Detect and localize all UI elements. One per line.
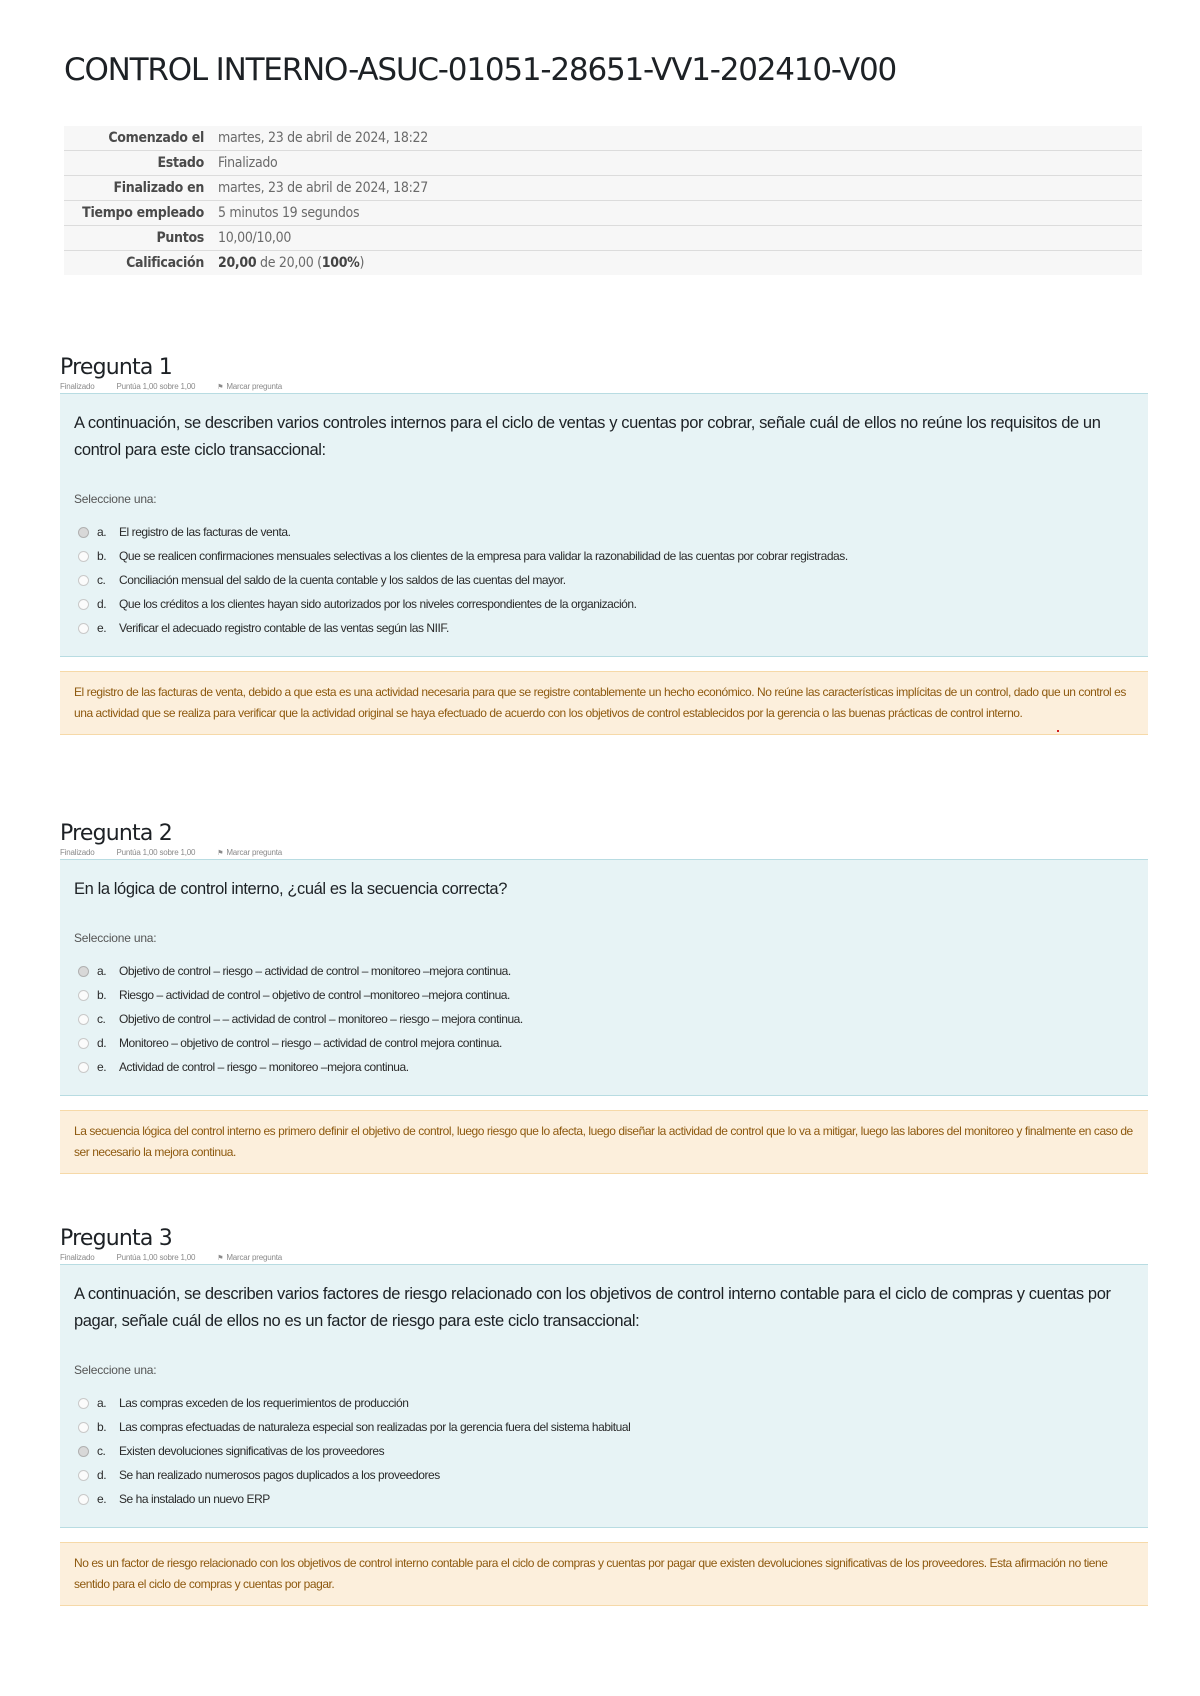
- answer-prompt: Seleccione una:: [74, 931, 157, 945]
- question-content: [60, 393, 1148, 657]
- answer-prompt: Seleccione una:: [74, 492, 157, 506]
- summary-row-time-taken: [64, 201, 1142, 226]
- answer-text: Monitoreo – objetivo de control – riesgo – actividad de control mejora continua.: [119, 1036, 502, 1050]
- answer-text: Que se realicen confirmaciones mensuales selectivas a los clientes de la empresa para validar la razonabilidad de las cuentas por cobrar registradas.: [119, 549, 848, 563]
- answer-option-d[interactable]: [74, 1463, 1134, 1487]
- summary-label: Finalizado en: [113, 180, 204, 196]
- answer-text: Conciliación mensual del saldo de la cuenta contable y los saldos de las cuentas del mayor.: [119, 573, 566, 587]
- answer-text: Se ha instalado un nuevo ERP: [119, 1492, 270, 1506]
- answer-text: Objetivo de control – – actividad de control – monitoreo – riesgo – mejora continua.: [119, 1012, 523, 1026]
- summary-value: martes, 23 de abril de 2024, 18:22: [218, 130, 428, 146]
- question-info: [60, 382, 1148, 392]
- answer-text: Existen devoluciones significativas de los proveedores: [119, 1444, 385, 1458]
- summary-label: Estado: [157, 155, 204, 171]
- answer-letter: d.: [97, 1468, 107, 1482]
- answer-option-a[interactable]: [74, 959, 1134, 983]
- question-feedback: La secuencia lógica del control interno es primero definir el objetivo de control, luego riesgo que lo afecta, luego diseñar la actividad de control que lo va a mitigar, luego las labores del monitoreo y finalmente en caso de ser necesario la mejora continua.: [60, 1110, 1148, 1174]
- answer-text: Se han realizado numerosos pagos duplicados a los proveedores: [119, 1468, 440, 1482]
- answer-letter: a.: [97, 964, 107, 978]
- answer-list: [74, 959, 1134, 1079]
- question-text: A continuación, se describen varios factores de riesgo relacionado con los objetivos de control interno contable para el ciclo de compras y cuentas por pagar, señale cuál de ellos no es un factor de riesgo para este ciclo transaccional:: [74, 1285, 1111, 1330]
- answer-option-d[interactable]: [74, 592, 1134, 616]
- grade-value: 20,00: [218, 255, 257, 271]
- flag-question-link[interactable]: ⚑ Marcar pregunta: [217, 848, 282, 858]
- answer-letter: c.: [97, 573, 106, 587]
- summary-value: [210, 251, 1142, 276]
- attempt-summary-table: [64, 126, 1142, 275]
- summary-label: Tiempo empleado: [82, 205, 204, 221]
- answer-text: Actividad de control – riesgo – monitoreo –mejora continua.: [119, 1060, 409, 1074]
- answer-text: Verificar el adecuado registro contable de las ventas según las NIIF.: [119, 621, 449, 635]
- answer-option-b[interactable]: [74, 1415, 1134, 1439]
- summary-value: 10,00/10,00: [218, 230, 292, 246]
- question-3: [60, 1226, 1148, 1606]
- radio-button[interactable]: [78, 1014, 89, 1025]
- question-info: [60, 848, 1148, 858]
- answer-option-e[interactable]: [74, 1055, 1134, 1079]
- radio-button[interactable]: [78, 990, 89, 1001]
- stray-mark: [1057, 730, 1059, 732]
- radio-button[interactable]: [78, 966, 89, 977]
- radio-button[interactable]: [78, 1398, 89, 1409]
- answer-text: Las compras efectuadas de naturaleza especial son realizadas por la gerencia fuera del sistema habitual: [119, 1420, 631, 1434]
- answer-letter: d.: [97, 597, 107, 611]
- radio-button[interactable]: [78, 1470, 89, 1481]
- question-content: [60, 1264, 1148, 1528]
- summary-row-state: [64, 151, 1142, 176]
- summary-label: Calificación: [126, 255, 204, 271]
- grade-percent: 100%: [321, 255, 360, 271]
- question-title: Pregunta 3: [60, 1226, 172, 1251]
- flag-question-link[interactable]: ⚑ Marcar pregunta: [217, 382, 282, 392]
- answer-letter: c.: [97, 1444, 106, 1458]
- question-2: [60, 821, 1148, 1174]
- summary-value: 5 minutos 19 segundos: [218, 205, 360, 221]
- answer-text: El registro de las facturas de venta.: [119, 525, 291, 539]
- radio-button[interactable]: [78, 1494, 89, 1505]
- question-feedback: El registro de las facturas de venta, debido a que esta es una actividad necesaria para que se registre contablemente un hecho económico. No reúne las características implícitas de un control, dado que un control es una actividad que se realiza para verificar que la actividad original se haya efectuado de acuerdo con los objetivos de control establecidos por la gerencia o las buenas prácticas de control interno.: [60, 671, 1148, 735]
- question-score: Puntúa 1,00 sobre 1,00: [116, 1253, 196, 1262]
- answer-text: Que los créditos a los clientes hayan sido autorizados por los niveles correspondientes de la organización.: [119, 597, 637, 611]
- answer-option-e[interactable]: [74, 1487, 1134, 1511]
- question-state: Finalizado: [60, 848, 95, 857]
- answer-text: Objetivo de control – riesgo – actividad de control – monitoreo –mejora continua.: [119, 964, 511, 978]
- answer-option-a[interactable]: [74, 1391, 1134, 1415]
- summary-row-finished: [64, 176, 1142, 201]
- answer-list: [74, 1391, 1134, 1511]
- answer-prompt: Seleccione una:: [74, 1363, 157, 1377]
- question-state: Finalizado: [60, 1253, 95, 1262]
- answer-option-c[interactable]: [74, 1007, 1134, 1031]
- summary-row-grade: [64, 251, 1142, 276]
- answer-letter: a.: [97, 525, 107, 539]
- radio-button[interactable]: [78, 527, 89, 538]
- question-score: Puntúa 1,00 sobre 1,00: [116, 382, 196, 391]
- question-1: [60, 355, 1148, 735]
- answer-letter: e.: [97, 1060, 107, 1074]
- answer-list: [74, 520, 1134, 640]
- answer-option-c[interactable]: [74, 568, 1134, 592]
- radio-button[interactable]: [78, 1062, 89, 1073]
- radio-button[interactable]: [78, 551, 89, 562]
- question-title: Pregunta 1: [60, 355, 172, 380]
- answer-letter: e.: [97, 1492, 107, 1506]
- question-feedback: No es un factor de riesgo relacionado con los objetivos de control interno contable para el ciclo de compras y cuentas por pagar que existen devoluciones significativas de los proveedores. Esta afirmación no tiene sentido para el ciclo de compras y cuentas por pagar.: [60, 1542, 1148, 1606]
- answer-letter: b.: [97, 549, 107, 563]
- question-content: [60, 859, 1148, 1096]
- summary-label: Comenzado el: [108, 130, 204, 146]
- flag-question-link[interactable]: ⚑ Marcar pregunta: [217, 1253, 282, 1263]
- summary-row-started: [64, 126, 1142, 151]
- grade-of: de 20,00 (: [256, 255, 322, 271]
- answer-text: Las compras exceden de los requerimientos de producción: [119, 1396, 409, 1410]
- answer-option-c[interactable]: [74, 1439, 1134, 1463]
- answer-option-e[interactable]: [74, 616, 1134, 640]
- grade-close: ): [359, 255, 365, 271]
- answer-letter: a.: [97, 1396, 107, 1410]
- answer-option-b[interactable]: [74, 544, 1134, 568]
- summary-value: martes, 23 de abril de 2024, 18:27: [218, 180, 428, 196]
- radio-button[interactable]: [78, 575, 89, 586]
- radio-button[interactable]: [78, 599, 89, 610]
- radio-button[interactable]: [78, 1038, 89, 1049]
- question-state: Finalizado: [60, 382, 95, 391]
- summary-label: Puntos: [156, 230, 204, 246]
- answer-letter: b.: [97, 988, 107, 1002]
- question-info: [60, 1253, 1148, 1263]
- question-score: Puntúa 1,00 sobre 1,00: [116, 848, 196, 857]
- radio-button[interactable]: [78, 1422, 89, 1433]
- question-title: Pregunta 2: [60, 821, 172, 846]
- page-title: CONTROL INTERNO-ASUC-01051-28651-VV1-202410-V00: [64, 52, 897, 88]
- radio-button[interactable]: [78, 1446, 89, 1457]
- question-text: En la lógica de control interno, ¿cuál es la secuencia correcta?: [74, 880, 507, 898]
- answer-option-b[interactable]: [74, 983, 1134, 1007]
- answer-text: Riesgo – actividad de control – objetivo de control –monitoreo –mejora continua.: [119, 988, 510, 1002]
- radio-button[interactable]: [78, 623, 89, 634]
- answer-letter: e.: [97, 621, 107, 635]
- answer-letter: c.: [97, 1012, 106, 1026]
- summary-row-points: [64, 226, 1142, 251]
- answer-option-a[interactable]: [74, 520, 1134, 544]
- summary-value: Finalizado: [218, 155, 278, 171]
- answer-option-d[interactable]: [74, 1031, 1134, 1055]
- answer-letter: b.: [97, 1420, 107, 1434]
- answer-letter: d.: [97, 1036, 107, 1050]
- question-text: A continuación, se describen varios controles internos para el ciclo de ventas y cuentas por cobrar, señale cuál de ellos no reúne los requisitos de un control para este ciclo transaccional:: [74, 414, 1101, 459]
